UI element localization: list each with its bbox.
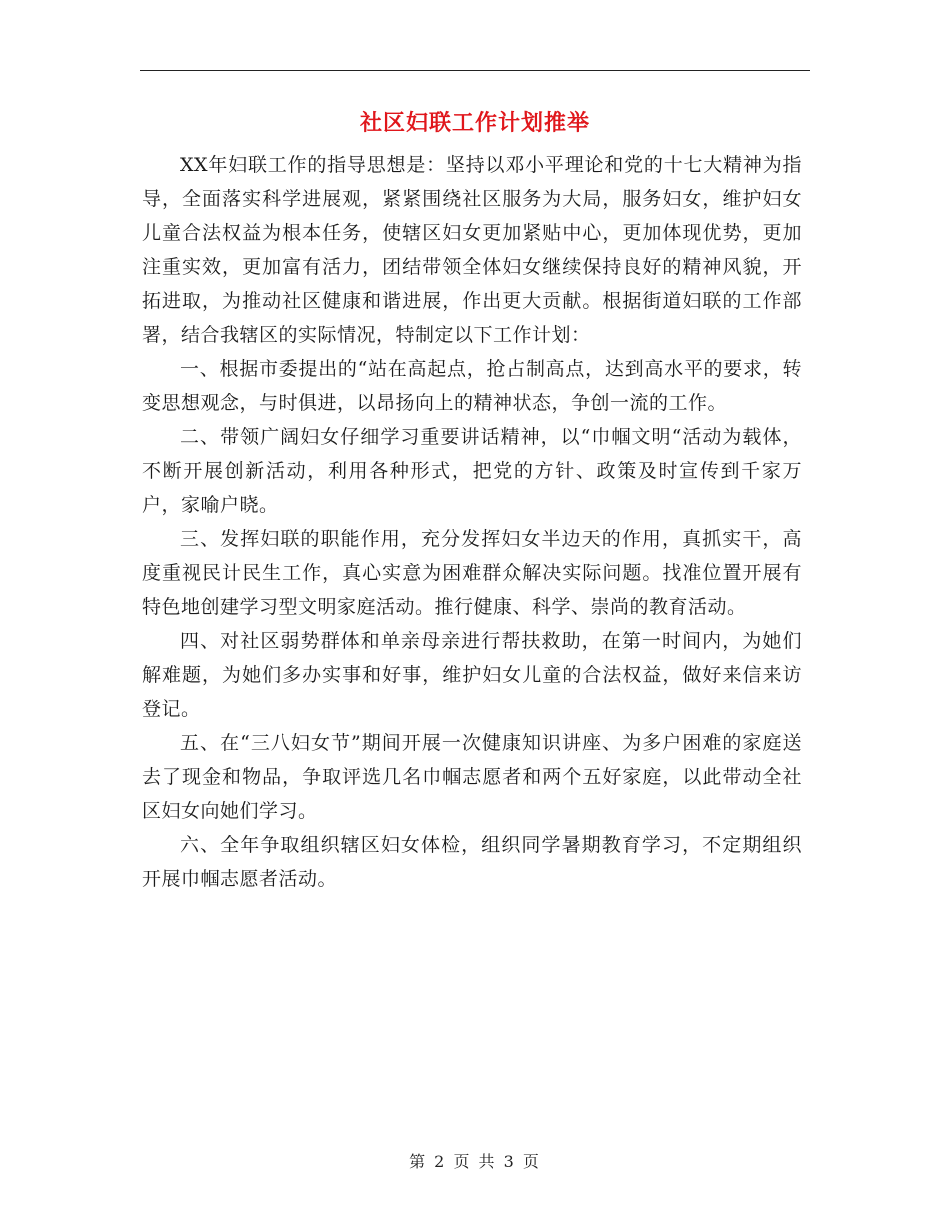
paragraph-item-5: 五、在“三八妇女节”期间开展一次健康知识讲座、为多户困难的家庭送去了现金和物品，争取评选几名巾帼志愿者和两个五好家庭，以此带动全社区妇女向她们学习。 — [142, 732, 802, 822]
paragraph-item-2: 二、带领广阔妇女仔细学习重要讲话精神，以“巾帼文明“活动为载体，不断开展创新活动，利用各种形式，把党的方针、政策及时宣传到千家万户，家喻户晓。 — [142, 426, 802, 516]
page-number-footer: 第 2 页 共 3 页 — [409, 1152, 541, 1171]
paragraph-intro: XX年妇联工作的指导思想是：坚持以邓小平理论和党的十七大精神为指导，全面落实科学进展观，紧紧围绕社区服务为大局，服务妇女，维护妇女儿童合法权益为根本任务，使辖区妇女更加紧贴中心，更加体现优势，更加注重实效，更加富有活力，团结带领全体妇女继续保持良好的精神风貌，开拓进取，为推动社区健康和谐进展，作出更大贡献。根据街道妇联的工作部署，结合我辖区的实际情况，特制定以下工作计划： — [142, 154, 802, 346]
header-rule — [140, 70, 810, 71]
paragraph-item-4: 四、对社区弱势群体和单亲母亲进行帮扶救助，在第一时间内，为她们解难题，为她们多办实事和好事，维护妇女儿童的合法权益，做好来信来访登记。 — [142, 630, 802, 720]
paragraph-item-6: 六、全年争取组织辖区妇女体检，组织同学暑期教育学习，不定期组织开展巾帼志愿者活动。 — [142, 834, 802, 890]
paragraph-item-1: 一、根据市委提出的“站在高起点，抢占制高点，达到高水平的要求，转变思想观念，与时俱进，以昂扬向上的精神状态，争创一流的工作。 — [142, 358, 802, 414]
document-title: 社区妇联工作计划推举 — [359, 110, 590, 136]
document-body — [142, 148, 802, 896]
paragraph-item-3: 三、发挥妇联的职能作用，充分发挥妇女半边天的作用，真抓实干，高度重视民计民生工作，真心实意为困难群众解决实际问题。找准位置开展有特色地创建学习型文明家庭活动。推行健康、科学、崇尚的教育活动。 — [142, 528, 802, 618]
